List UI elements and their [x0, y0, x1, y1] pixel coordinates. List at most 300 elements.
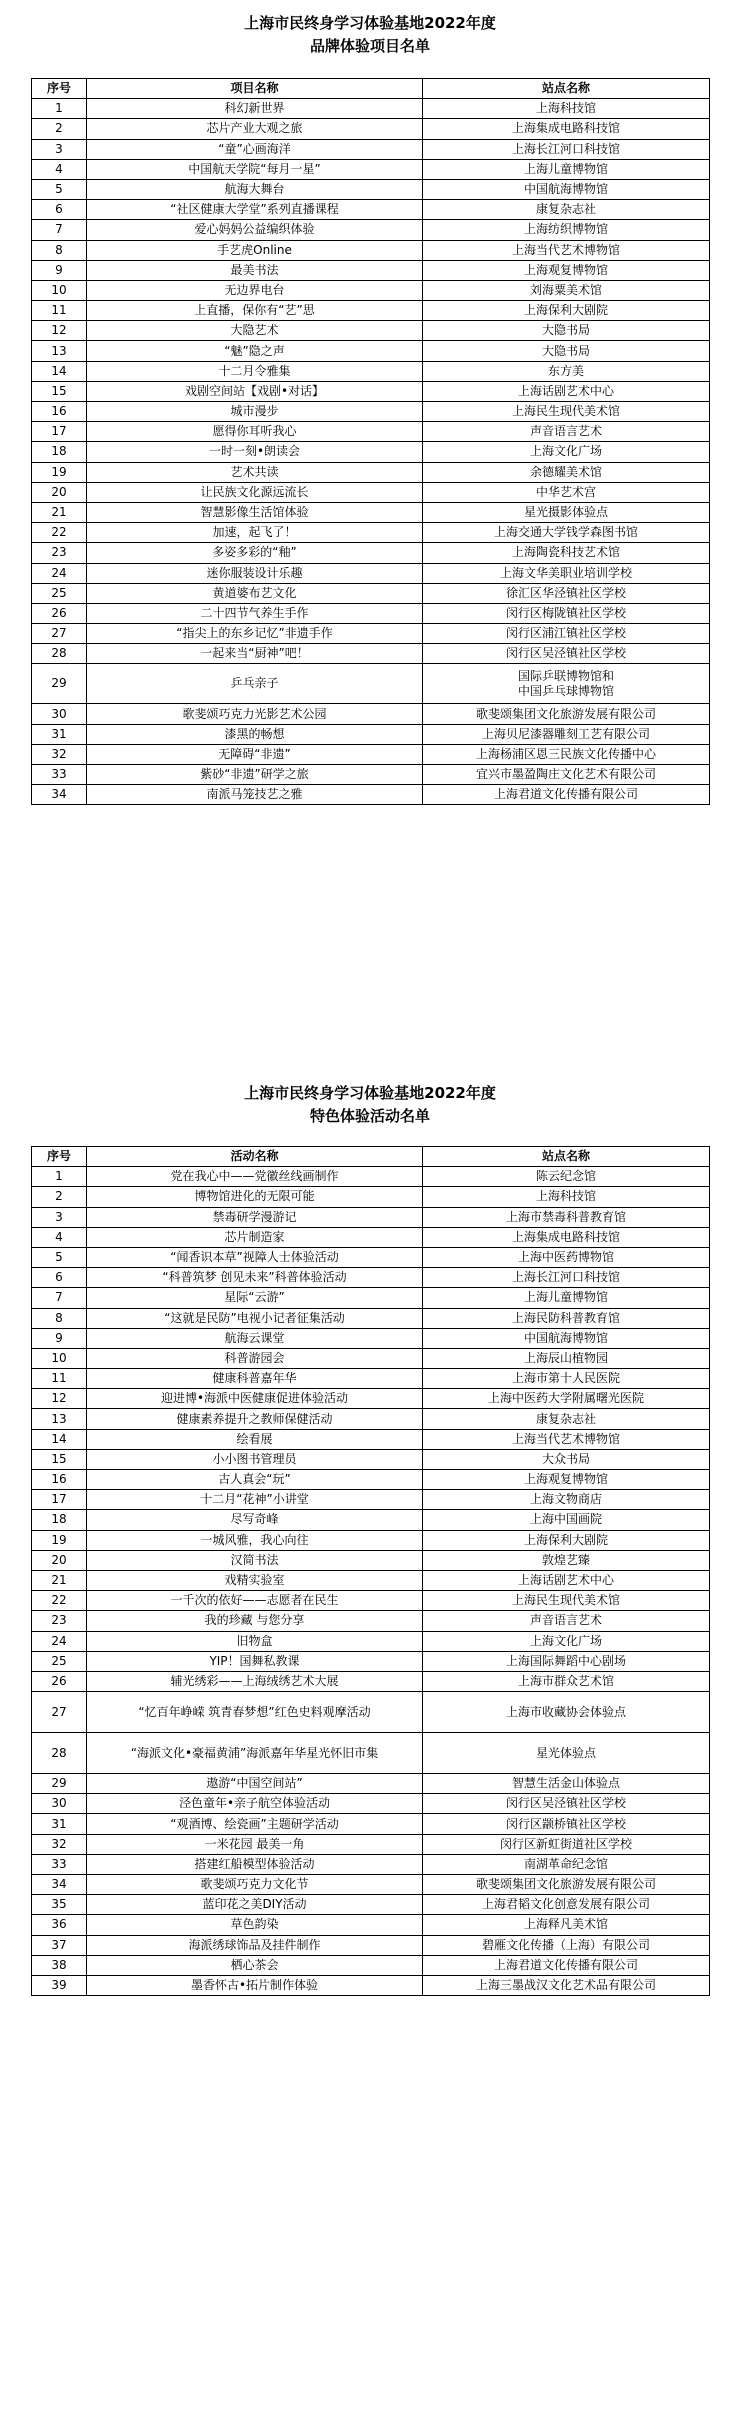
section1-title-line2: 品牌体验项目名单 [309, 37, 430, 55]
cell-index: 34 [32, 1875, 87, 1895]
table-row [32, 1875, 710, 1895]
table-row [32, 502, 710, 522]
cell-index: 3 [32, 1207, 87, 1227]
cell-index: 15 [32, 1449, 87, 1469]
cell-index: 12 [32, 1389, 87, 1409]
cell-site: 宜兴市墨盈陶庄文化艺术有限公司 [423, 765, 710, 785]
cell-site: 上海科技馆 [423, 1187, 710, 1207]
cell-name: 智慧影像生活馆体验 [87, 502, 423, 522]
cell-index: 19 [32, 1530, 87, 1550]
table-row [32, 1631, 710, 1651]
cell-site: 上海中国画院 [423, 1510, 710, 1530]
cell-name: 歌斐颂巧克力光影艺术公园 [87, 704, 423, 724]
cell-index: 17 [32, 1490, 87, 1510]
table-row [32, 1227, 710, 1247]
cell-name: “忆百年峥嵘 筑青春梦想”红色史料观摩活动 [87, 1692, 423, 1733]
cell-name: 城市漫步 [87, 402, 423, 422]
table-row [32, 644, 710, 664]
cell-index: 29 [32, 1774, 87, 1794]
cell-site: 声音语言艺术 [423, 422, 710, 442]
cell-site: 上海长江河口科技馆 [423, 1268, 710, 1288]
table-row [32, 1774, 710, 1794]
cell-name: 最美书法 [87, 260, 423, 280]
table-row [32, 1268, 710, 1288]
cell-index: 30 [32, 1794, 87, 1814]
cell-name: “观酒博、绘瓷画”主题研学活动 [87, 1814, 423, 1834]
table-row [32, 1429, 710, 1449]
cell-index: 18 [32, 442, 87, 462]
cell-site: 上海市收藏协会体验点 [423, 1692, 710, 1733]
cell-index: 30 [32, 704, 87, 724]
cell-site: 上海辰山植物园 [423, 1348, 710, 1368]
cell-name: “海派文化•豪福黄浦”海派嘉年华星光怀旧市集 [87, 1733, 423, 1774]
cell-index: 33 [32, 1854, 87, 1874]
table-row [32, 1207, 710, 1227]
table-row [32, 1449, 710, 1469]
cell-site: 星光体验点 [423, 1733, 710, 1774]
cell-name: YIP！国舞私教课 [87, 1651, 423, 1671]
table-row [32, 260, 710, 280]
cell-name: 健康素养提升之教师保健活动 [87, 1409, 423, 1429]
table-row [32, 1834, 710, 1854]
cell-index: 2 [32, 119, 87, 139]
cell-site: 上海三墨战汉文化艺术品有限公司 [423, 1975, 710, 1995]
table-row [32, 301, 710, 321]
cell-name: 二十四节气养生手作 [87, 603, 423, 623]
cell-index: 1 [32, 1167, 87, 1187]
cell-name: 草色韵染 [87, 1915, 423, 1935]
cell-site: 徐汇区华泾镇社区学校 [423, 583, 710, 603]
table-row [32, 1692, 710, 1733]
cell-site: 上海话剧艺术中心 [423, 381, 710, 401]
table-row [32, 462, 710, 482]
cell-name: “魅”隐之声 [87, 341, 423, 361]
cell-name: 一千次的依好——志愿者在民生 [87, 1591, 423, 1611]
cell-index: 26 [32, 603, 87, 623]
cell-site: 上海观复博物馆 [423, 1470, 710, 1490]
cell-site: 上海民防科普教育馆 [423, 1308, 710, 1328]
cell-site: 上海中医药大学附属曙光医院 [423, 1389, 710, 1409]
table-row [32, 159, 710, 179]
cell-name: 一米花园 最美一角 [87, 1834, 423, 1854]
cell-name: 博物馆进化的无限可能 [87, 1187, 423, 1207]
table-row [32, 1591, 710, 1611]
cell-index: 11 [32, 301, 87, 321]
cell-index: 27 [32, 1692, 87, 1733]
cell-name: 无障碍“非遗” [87, 744, 423, 764]
cell-name: 蓝印花之美DIY活动 [87, 1895, 423, 1915]
table-row [32, 1530, 710, 1550]
cell-site: 上海中医药博物馆 [423, 1247, 710, 1267]
cell-name: 禁毒研学漫游记 [87, 1207, 423, 1227]
cell-index: 22 [32, 523, 87, 543]
table-row [32, 1247, 710, 1267]
cell-name: 戏剧空间站【戏剧•对话】 [87, 381, 423, 401]
table-row [32, 563, 710, 583]
table-row [32, 1671, 710, 1691]
cell-site: 大隐书局 [423, 321, 710, 341]
cell-name: 十二月“花神”小讲堂 [87, 1490, 423, 1510]
cell-site: 上海文物商店 [423, 1490, 710, 1510]
cell-index: 20 [32, 1550, 87, 1570]
header-activity-name: 活动名称 [87, 1147, 423, 1167]
cell-site: 中国航海博物馆 [423, 179, 710, 199]
cell-name: 航海大舞台 [87, 179, 423, 199]
cell-site: 闵行区吴泾镇社区学校 [423, 644, 710, 664]
cell-index: 18 [32, 1510, 87, 1530]
cell-name: 健康科普嘉年华 [87, 1369, 423, 1389]
cell-index: 25 [32, 1651, 87, 1671]
table-row [32, 765, 710, 785]
table-row [32, 583, 710, 603]
section1-title [0, 12, 740, 58]
cell-name: 辅光绣彩——上海绒绣艺术大展 [87, 1671, 423, 1691]
cell-index: 14 [32, 361, 87, 381]
section2-title-line1: 上海市民终身学习体验基地2022年度 [244, 1084, 496, 1102]
cell-index: 8 [32, 1308, 87, 1328]
table-row [32, 1167, 710, 1187]
table-row [32, 523, 710, 543]
cell-site: 闵行区吴泾镇社区学校 [423, 1794, 710, 1814]
cell-site: 智慧生活金山体验点 [423, 1774, 710, 1794]
cell-site: 闵行区梅陇镇社区学校 [423, 603, 710, 623]
cell-site: 上海集成电路科技馆 [423, 119, 710, 139]
cell-site: 敦煌艺臻 [423, 1550, 710, 1570]
table-row [32, 1794, 710, 1814]
cell-site: 康复杂志社 [423, 1409, 710, 1429]
cell-name: 爱心妈妈公益编织体验 [87, 220, 423, 240]
table-row [32, 1895, 710, 1915]
cell-site: 上海话剧艺术中心 [423, 1570, 710, 1590]
table-row [32, 664, 710, 704]
header-project-name: 项目名称 [87, 79, 423, 99]
cell-site: 闵行区颛桥镇社区学校 [423, 1814, 710, 1834]
section2-title [0, 1082, 740, 1128]
cell-index: 33 [32, 765, 87, 785]
cell-index: 16 [32, 402, 87, 422]
cell-name: 墨香怀古•拓片制作体验 [87, 1975, 423, 1995]
cell-name: 迷你服装设计乐趣 [87, 563, 423, 583]
cell-index: 7 [32, 1288, 87, 1308]
cell-index: 12 [32, 321, 87, 341]
table-row [32, 482, 710, 502]
header-site-name: 站点名称 [423, 1147, 710, 1167]
cell-name: 航海云课堂 [87, 1328, 423, 1348]
table-row [32, 1187, 710, 1207]
table-row [32, 603, 710, 623]
cell-index: 4 [32, 1227, 87, 1247]
header-site-name: 站点名称 [423, 79, 710, 99]
cell-name: 艺术共读 [87, 462, 423, 482]
cell-index: 5 [32, 179, 87, 199]
cell-site: 上海文华美职业培训学校 [423, 563, 710, 583]
cell-index: 16 [32, 1470, 87, 1490]
cell-site: 上海儿童博物馆 [423, 1288, 710, 1308]
cell-index: 8 [32, 240, 87, 260]
table-row [32, 442, 710, 462]
cell-site: 上海市第十人民医院 [423, 1369, 710, 1389]
cell-name: 遨游“中国空间站” [87, 1774, 423, 1794]
table-row [32, 139, 710, 159]
table-row [32, 1409, 710, 1429]
cell-index: 24 [32, 1631, 87, 1651]
cell-index: 9 [32, 1328, 87, 1348]
table-row [32, 361, 710, 381]
cell-name: 中国航天学院“每月一星” [87, 159, 423, 179]
cell-name: 大隐艺术 [87, 321, 423, 341]
cell-site: 康复杂志社 [423, 200, 710, 220]
cell-site: 东方美 [423, 361, 710, 381]
table-header-row [32, 79, 710, 99]
cell-name: 漆黑的畅想 [87, 724, 423, 744]
cell-name: 古人真会“玩” [87, 1470, 423, 1490]
cell-name: 愿得你耳听我心 [87, 422, 423, 442]
table-row [32, 1854, 710, 1874]
cell-name: 我的珍藏 与您分享 [87, 1611, 423, 1631]
table-row [32, 280, 710, 300]
cell-name: “指尖上的东乡记忆”非遗手作 [87, 624, 423, 644]
cell-index: 25 [32, 583, 87, 603]
cell-site: 上海杨浦区恩三民族文化传播中心 [423, 744, 710, 764]
cell-site: 上海陶瓷科技艺术馆 [423, 543, 710, 563]
table-row [32, 724, 710, 744]
cell-site: 大众书局 [423, 1449, 710, 1469]
table-row [32, 1814, 710, 1834]
table-header-row [32, 1147, 710, 1167]
cell-site: 声音语言艺术 [423, 1611, 710, 1631]
cell-name: “科普筑梦 创见未来”科普体验活动 [87, 1268, 423, 1288]
cell-site: 上海长江河口科技馆 [423, 139, 710, 159]
cell-site: 上海科技馆 [423, 99, 710, 119]
cell-index: 23 [32, 543, 87, 563]
cell-index: 28 [32, 1733, 87, 1774]
cell-site: 上海文化广场 [423, 1631, 710, 1651]
table-row [32, 1328, 710, 1348]
cell-site: 上海当代艺术博物馆 [423, 1429, 710, 1449]
cell-site: 上海当代艺术博物馆 [423, 240, 710, 260]
header-index: 序号 [32, 79, 87, 99]
cell-index: 14 [32, 1429, 87, 1449]
cell-name: “社区健康大学堂”系列直播课程 [87, 200, 423, 220]
cell-name: 绘看展 [87, 1429, 423, 1449]
cell-site: 上海国际舞蹈中心剧场 [423, 1651, 710, 1671]
table-row [32, 744, 710, 764]
cell-index: 6 [32, 200, 87, 220]
cell-site: 上海市群众艺术馆 [423, 1671, 710, 1691]
cell-index: 10 [32, 1348, 87, 1368]
cell-index: 31 [32, 1814, 87, 1834]
cell-index: 36 [32, 1915, 87, 1935]
cell-index: 37 [32, 1935, 87, 1955]
header-index: 序号 [32, 1147, 87, 1167]
cell-name: 一时一刻•朗读会 [87, 442, 423, 462]
table-row [32, 1550, 710, 1570]
cell-name: 戏精实验室 [87, 1570, 423, 1590]
table-row [32, 402, 710, 422]
table-row [32, 200, 710, 220]
table-row [32, 220, 710, 240]
cell-name: 科幻新世界 [87, 99, 423, 119]
table-row [32, 381, 710, 401]
cell-index: 34 [32, 785, 87, 805]
cell-site: 碧雁文化传播（上海）有限公司 [423, 1935, 710, 1955]
table-row [32, 1935, 710, 1955]
cell-name: 泾色童年•亲子航空体验活动 [87, 1794, 423, 1814]
cell-site: 中华艺术宫 [423, 482, 710, 502]
cell-name: 科普游园会 [87, 1348, 423, 1368]
table-row [32, 119, 710, 139]
cell-site: 余德耀美术馆 [423, 462, 710, 482]
cell-site: 上海文化广场 [423, 442, 710, 462]
cell-site: 上海君韬文化创意发展有限公司 [423, 1895, 710, 1915]
cell-name: 多姿多彩的“釉” [87, 543, 423, 563]
cell-index: 32 [32, 1834, 87, 1854]
cell-index: 31 [32, 724, 87, 744]
table-row [32, 1570, 710, 1590]
cell-index: 20 [32, 482, 87, 502]
table-row [32, 341, 710, 361]
table-row [32, 624, 710, 644]
table-row [32, 543, 710, 563]
cell-name: 上直播，保你有“艺”思 [87, 301, 423, 321]
cell-index: 35 [32, 1895, 87, 1915]
cell-name: 歌斐颂巧克力文化节 [87, 1875, 423, 1895]
cell-name: 加速，起飞了！ [87, 523, 423, 543]
cell-site: 上海保利大剧院 [423, 301, 710, 321]
table-row [32, 240, 710, 260]
table-row [32, 1490, 710, 1510]
table-row [32, 179, 710, 199]
table-row [32, 1651, 710, 1671]
table-row [32, 1510, 710, 1530]
cell-site: 闵行区新虹街道社区学校 [423, 1834, 710, 1854]
cell-index: 27 [32, 624, 87, 644]
table-row [32, 785, 710, 805]
cell-index: 26 [32, 1671, 87, 1691]
cell-name: 一城风雅，我心向往 [87, 1530, 423, 1550]
cell-index: 29 [32, 664, 87, 704]
cell-name: 旧物盒 [87, 1631, 423, 1651]
cell-name: 栖心茶会 [87, 1955, 423, 1975]
table-row [32, 1470, 710, 1490]
cell-site: 上海纺织博物馆 [423, 220, 710, 240]
cell-index: 1 [32, 99, 87, 119]
cell-site: 上海交通大学钱学森图书馆 [423, 523, 710, 543]
table-row [32, 1369, 710, 1389]
cell-name: 十二月令雅集 [87, 361, 423, 381]
cell-index: 19 [32, 462, 87, 482]
cell-name: 星际“云游” [87, 1288, 423, 1308]
cell-index: 13 [32, 341, 87, 361]
cell-index: 23 [32, 1611, 87, 1631]
table-row [32, 1288, 710, 1308]
cell-index: 21 [32, 1570, 87, 1590]
cell-site: 上海君道文化传播有限公司 [423, 1955, 710, 1975]
cell-index: 10 [32, 280, 87, 300]
cell-site: 歌斐颂集团文化旅游发展有限公司 [423, 1875, 710, 1895]
cell-name: 海派绣球饰品及挂件制作 [87, 1935, 423, 1955]
cell-site: 星光摄影体验点 [423, 502, 710, 522]
cell-index: 24 [32, 563, 87, 583]
cell-index: 28 [32, 644, 87, 664]
cell-site: 中国航海博物馆 [423, 1328, 710, 1348]
cell-site: 刘海粟美术馆 [423, 280, 710, 300]
section2-title-line2: 特色体验活动名单 [309, 1107, 430, 1125]
cell-name: 黄道婆布艺文化 [87, 583, 423, 603]
section1-title-line1: 上海市民终身学习体验基地2022年度 [244, 14, 496, 32]
table-row [32, 422, 710, 442]
table-row [32, 704, 710, 724]
cell-name: 一起来当“厨神”吧！ [87, 644, 423, 664]
cell-index: 17 [32, 422, 87, 442]
cell-name: 芯片产业大观之旅 [87, 119, 423, 139]
cell-name: 尽写奇峰 [87, 1510, 423, 1530]
cell-name: “这就是民防”电视小记者征集活动 [87, 1308, 423, 1328]
cell-site: 陈云纪念馆 [423, 1167, 710, 1187]
table-row [32, 1733, 710, 1774]
table-row [32, 1975, 710, 1995]
table-row [32, 1955, 710, 1975]
table-row [32, 99, 710, 119]
cell-site: 上海观复博物馆 [423, 260, 710, 280]
cell-index: 11 [32, 1369, 87, 1389]
cell-index: 21 [32, 502, 87, 522]
cell-site: 闵行区浦江镇社区学校 [423, 624, 710, 644]
cell-index: 6 [32, 1268, 87, 1288]
cell-site: 上海贝尼漆器雕刻工艺有限公司 [423, 724, 710, 744]
cell-site: 上海释凡美术馆 [423, 1915, 710, 1935]
cell-index: 22 [32, 1591, 87, 1611]
featured-activity-table [31, 1146, 710, 1996]
table-row [32, 321, 710, 341]
cell-site: 南湖革命纪念馆 [423, 1854, 710, 1874]
cell-name: 无边界电台 [87, 280, 423, 300]
cell-name: 乒乓亲子 [87, 664, 423, 704]
cell-name: 紫砂“非遗”研学之旅 [87, 765, 423, 785]
cell-site: 上海儿童博物馆 [423, 159, 710, 179]
cell-index: 5 [32, 1247, 87, 1267]
table-row [32, 1611, 710, 1631]
cell-name: “闻香识本草”视障人士体验活动 [87, 1247, 423, 1267]
cell-index: 13 [32, 1409, 87, 1429]
cell-index: 2 [32, 1187, 87, 1207]
cell-name: 党在我心中——党徽丝线画制作 [87, 1167, 423, 1187]
cell-index: 4 [32, 159, 87, 179]
table-row [32, 1308, 710, 1328]
table-row [32, 1389, 710, 1409]
cell-name: 搭建红船模型体验活动 [87, 1854, 423, 1874]
cell-name: 芯片制造家 [87, 1227, 423, 1247]
cell-index: 39 [32, 1975, 87, 1995]
cell-name: 手艺虎Online [87, 240, 423, 260]
cell-site: 上海集成电路科技馆 [423, 1227, 710, 1247]
cell-site: 歌斐颂集团文化旅游发展有限公司 [423, 704, 710, 724]
table-row [32, 1348, 710, 1368]
cell-index: 32 [32, 744, 87, 764]
cell-site: 大隐书局 [423, 341, 710, 361]
cell-site: 上海民生现代美术馆 [423, 1591, 710, 1611]
cell-site: 国际乒联博物馆和 中国乒乓球博物馆 [423, 664, 710, 704]
brand-project-table [31, 78, 710, 805]
cell-site: 上海保利大剧院 [423, 1530, 710, 1550]
cell-name: 汉简书法 [87, 1550, 423, 1570]
cell-site: 上海市禁毒科普教育馆 [423, 1207, 710, 1227]
cell-name: 迎进博•海派中医健康促进体验活动 [87, 1389, 423, 1409]
cell-index: 9 [32, 260, 87, 280]
cell-name: “童”心画海洋 [87, 139, 423, 159]
table-row [32, 1915, 710, 1935]
cell-site: 上海民生现代美术馆 [423, 402, 710, 422]
